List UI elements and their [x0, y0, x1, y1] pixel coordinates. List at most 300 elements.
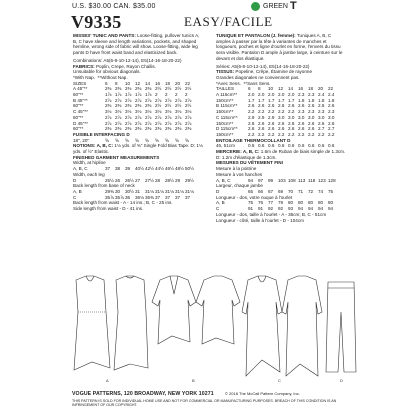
- table-cell: 2⅜: [145, 86, 152, 92]
- table-cell: 94: [328, 206, 334, 212]
- table-cell: 2.2: [278, 131, 285, 137]
- table-cell: 16: [155, 80, 161, 86]
- table-cell: 1.8: [318, 97, 325, 103]
- table-cell: 36⅛: [135, 194, 144, 200]
- table-cell: 113: [298, 177, 306, 183]
- table-cell: 46½: [165, 166, 174, 172]
- table-cell: 2.2: [288, 109, 295, 115]
- table-cell: 44½: [155, 166, 164, 172]
- table-cell: 30: [115, 188, 121, 194]
- table-cell: 1⅞: [115, 92, 122, 98]
- table-cell: 2.2: [308, 131, 315, 137]
- label-c: C: [278, 378, 281, 383]
- table-cell: 128: [328, 177, 336, 183]
- table-cell: 2.6: [318, 103, 325, 109]
- table-cell: 1.7: [248, 97, 255, 103]
- table-cell: 2½: [185, 86, 192, 92]
- row-label: 60"**: [73, 114, 84, 120]
- table-cell: 2⅜: [115, 103, 122, 109]
- table-cell: 2.3: [328, 109, 335, 115]
- intro-text-fr: Tuniques A, B, C amples à passer par la tête à variantes de manches et longueurs, poches et ligne d'ourlet en forme, l'envers du tissu sera visible. Pantalon D ample à jambe large, à ceinture sur le devant et dos élastique.: [216, 33, 343, 61]
- table-cell: 42½: [145, 166, 154, 172]
- table-cell: 108: [288, 177, 296, 183]
- table-cell: 2.7: [318, 126, 325, 132]
- tunic-c-front-drawing: [242, 276, 282, 376]
- table-cell: 2.2: [248, 131, 255, 137]
- table-cell: 2.4: [318, 92, 325, 98]
- table-cell: 2⅜: [135, 126, 142, 132]
- table-cell: 2⅜: [125, 126, 132, 132]
- table-cell: 1⅞: [145, 92, 152, 98]
- table-cell: ⅝: [145, 137, 149, 143]
- table-cell: 29⅜: [105, 188, 114, 194]
- table-cell: 37: [105, 166, 111, 172]
- table-cell: 14: [145, 80, 151, 86]
- metrage-table: [216, 92, 346, 138]
- table-cell: 2.6: [258, 126, 265, 132]
- row-label: C 115cm**: [216, 114, 238, 120]
- largeur-title: Largeur, chaque jambe: [216, 183, 263, 189]
- table-cell: 2.6: [258, 103, 265, 109]
- notions-line: [73, 143, 203, 154]
- table-cell: 93: [288, 206, 294, 212]
- table-cell: 2⅞: [155, 114, 162, 120]
- table-cell: 92: [268, 206, 274, 212]
- entoilage-heading: ENTOILAGE THERMOCOLLANT D: [216, 137, 291, 143]
- table-cell: 31⅛: [185, 188, 194, 194]
- table-cell: 0.6: [328, 143, 335, 149]
- diagonals-note: Grandes diagonales ne conviennent pas.: [216, 74, 300, 80]
- table-cell: 80: [318, 200, 324, 206]
- sizes-label: SIZES: [73, 80, 87, 86]
- publisher-address: VOGUE PATTERNS, 120 BROADWAY, NEW YORK 10271: [72, 391, 214, 397]
- table-cell: 8: [115, 80, 118, 86]
- row-label: 60"**: [73, 126, 84, 132]
- table-cell: 2⅜: [185, 126, 192, 132]
- table-cell: 2.4: [328, 92, 335, 98]
- table-cell: 2.6: [308, 103, 315, 109]
- table-cell: 36: [125, 194, 131, 200]
- table-cell: 1⅞: [135, 92, 142, 98]
- table-cell: 2⅞: [115, 97, 122, 103]
- mercerie-text: 1.6m de Ruban de biais simple de 1.3cm. D: 1.2m d'élastique de 1.3cm.: [216, 149, 346, 160]
- table-cell: 2⅜: [135, 86, 142, 92]
- table-cell: 2⅞: [165, 97, 172, 103]
- table-cell: 8: [258, 86, 261, 92]
- row-label: A 115cm**: [216, 92, 238, 98]
- table-cell: 65: [248, 188, 254, 194]
- table-cell: 2.6: [298, 126, 305, 132]
- table-cell: 118: [308, 177, 316, 183]
- back-length-title: Back length from base of neck: [73, 183, 135, 189]
- table-cell: 2.2: [288, 131, 295, 137]
- table-cell: 3.0: [278, 114, 285, 120]
- table-cell: 35⅞: [105, 194, 114, 200]
- table-cell: 2.6: [288, 103, 295, 109]
- pants-d-drawing: [326, 282, 356, 372]
- table-cell: 38: [115, 166, 121, 172]
- table-cell: 2⅞: [115, 114, 122, 120]
- row-label: D 115cm**: [216, 126, 238, 132]
- table-cell: 0.6: [298, 143, 305, 149]
- hanches-title: Mesure à la poitrine: [216, 166, 257, 172]
- table-cell: 26: [115, 177, 121, 183]
- longueur-title: Longueur - dos, votre nuque à l'ourlet: [216, 194, 293, 200]
- difficulty-label: EASY/FACILE: [184, 14, 273, 29]
- table-cell: 2⅞: [105, 120, 112, 126]
- table-cell: 75: [328, 188, 334, 194]
- table-cell: 94: [308, 206, 314, 212]
- table-cell: 3⅛: [185, 109, 192, 115]
- table-cell: 66: [258, 188, 264, 194]
- table-cell: 2.6: [248, 103, 255, 109]
- row-label: 150cm**: [216, 97, 234, 103]
- table-cell: 94: [298, 206, 304, 212]
- table-cell: 18: [165, 80, 171, 86]
- table-cell: 74: [318, 188, 324, 194]
- row-label: B 45"**: [73, 97, 88, 103]
- table-cell: 1⅞: [105, 92, 112, 98]
- table-cell: 2.2: [318, 131, 325, 137]
- legal-notice: THIS PATTERN IS SOLD FOR INDIVIDUAL HOME USE AND NOT FOR COMMERCIAL OR MANUFACTURING PURPOSES. BREACH OF THIS CONDITION IS AN INFRINGEMENT OF OUR COPYRIGHT.: [72, 399, 337, 408]
- table-cell: 2⅞: [125, 114, 132, 120]
- table-cell: 1.7: [258, 97, 265, 103]
- table-cell: 2⅞: [155, 97, 162, 103]
- table-cell: 2⅜: [155, 126, 162, 132]
- table-cell: ⅝: [175, 137, 179, 143]
- finished-heading: FINISHED GARMENT MEASUREMENTS: [73, 154, 160, 160]
- table-cell: 2.2: [248, 109, 255, 115]
- intro-heading-fr: TUNIQUE ET PANTALON (J. femme):: [216, 33, 296, 38]
- row-label: 18", 20": [73, 137, 90, 143]
- table-cell: 67: [268, 188, 274, 194]
- table-cell: 2.6: [248, 126, 255, 132]
- table-cell: 94: [248, 177, 254, 183]
- row-label: 46, 51cm: [216, 143, 235, 149]
- hipline-title: Width, at hipline: [73, 160, 106, 166]
- table-cell: 18: [308, 86, 314, 92]
- table-cell: 31⅛: [175, 188, 184, 194]
- table-cell: 2⅞: [155, 120, 162, 126]
- table-cell: 40½: [135, 166, 144, 172]
- table-cell: 70: [288, 188, 294, 194]
- table-cell: 2.6: [268, 120, 275, 126]
- table-cell: 80: [308, 200, 314, 206]
- table-cell: 2⅜: [105, 126, 112, 132]
- table-cell: 20: [318, 86, 324, 92]
- table-cell: 2.6: [308, 126, 315, 132]
- table-cell: 2⅞: [175, 120, 182, 126]
- table-cell: 22: [328, 86, 334, 92]
- garment-illustrations: [66, 272, 358, 384]
- table-cell: 2⅜: [105, 103, 112, 109]
- table-cell: 71: [298, 188, 304, 194]
- table-cell: 22: [185, 80, 191, 86]
- table-cell: 31: [135, 188, 141, 194]
- table-cell: ⅝: [135, 137, 139, 143]
- side-note: Side length from waist - D - 41 ins.: [73, 206, 144, 212]
- largeur-row: [216, 189, 346, 195]
- table-cell: 14: [288, 86, 294, 92]
- table-row: [216, 132, 346, 138]
- table-cell: 29½: [185, 177, 194, 183]
- price-line: U.S. $30.00 CAN. $35.00: [72, 3, 156, 10]
- table-cell: 2.3: [298, 109, 305, 115]
- table-cell: 27: [135, 177, 141, 183]
- table-cell: 2⅞: [185, 120, 192, 126]
- table-cell: 2.6: [308, 120, 315, 126]
- taille-note: Longueur - dos, taille à l'ourlet - A - 36cm; B, C - 51cm: [216, 211, 327, 217]
- table-cell: 2½: [175, 86, 182, 92]
- row-label: C: [216, 206, 220, 212]
- table-cell: 2⅞: [135, 97, 142, 103]
- table-cell: 80: [288, 200, 294, 206]
- french-intro: [216, 33, 346, 62]
- table-cell: 16: [298, 86, 304, 92]
- table-cell: 28: [155, 177, 161, 183]
- table-cell: 2.6: [248, 120, 255, 126]
- table-cell: 2.2: [268, 131, 275, 137]
- table-cell: 12: [135, 80, 141, 86]
- table-cell: 30½: [125, 188, 134, 194]
- table-cell: 2.2: [278, 109, 285, 115]
- english-column: [73, 33, 203, 212]
- table-cell: 28½: [165, 177, 174, 183]
- table-cell: 2½: [165, 86, 172, 92]
- table-cell: 2.9: [268, 114, 275, 120]
- table-cell: 2.3: [308, 92, 315, 98]
- table-cell: 2.0: [268, 92, 275, 98]
- label-b: B: [192, 378, 195, 383]
- table-cell: 2½: [175, 103, 182, 109]
- table-cell: 2⅜: [125, 86, 132, 92]
- table-cell: 12: [278, 86, 284, 92]
- table-cell: 48½: [175, 166, 184, 172]
- table-cell: 2.6: [318, 120, 325, 126]
- table-cell: 2⅞: [145, 120, 152, 126]
- table-cell: 37: [185, 194, 191, 200]
- table-cell: 10: [125, 80, 131, 86]
- table-cell: 0.6: [248, 143, 255, 149]
- table-cell: 3.0: [288, 114, 295, 120]
- table-cell: 36⅜: [145, 194, 154, 200]
- table-cell: 31⅛: [165, 188, 174, 194]
- copyright-notice: © 2018 The McCall Pattern Company, Inc.: [225, 391, 300, 396]
- table-cell: 2.0: [248, 92, 255, 98]
- table-cell: 2: [155, 92, 158, 98]
- color-label: GREEN: [263, 3, 288, 10]
- table-cell: 2.2: [298, 131, 305, 137]
- table-cell: 2⅞: [135, 114, 142, 120]
- table-cell: 2.6: [288, 126, 295, 132]
- table-cell: 3⅛: [155, 109, 162, 115]
- row-label: A, B: [216, 200, 225, 206]
- table-cell: 3⅛: [175, 109, 182, 115]
- table-cell: 2⅞: [175, 114, 182, 120]
- table-cell: 76: [258, 200, 264, 206]
- table-cell: 2.0: [288, 92, 295, 98]
- row-label: C 45"**: [73, 109, 88, 115]
- table-cell: 26½: [125, 177, 134, 183]
- table-cell: 50½: [185, 166, 194, 172]
- table-cell: 3⅛: [105, 109, 112, 115]
- interfacing-heading: FUSIBLE INTERFACING D: [73, 131, 130, 137]
- mercerie-heading: MERCERIE: A, B, C:: [216, 149, 260, 155]
- table-cell: 0.6: [278, 143, 285, 149]
- leg-title: Width, each leg: [73, 171, 105, 177]
- hanches-sub: Mesure à vos hanches: [216, 171, 263, 177]
- table-cell: 0.6: [288, 143, 295, 149]
- table-cell: 0.6: [308, 143, 315, 149]
- table-cell: 6: [248, 86, 251, 92]
- table-cell: 69: [278, 188, 284, 194]
- fabrics-heading: FABRICS:: [73, 63, 95, 69]
- table-cell: 72: [308, 188, 314, 194]
- row-label: 150cm**: [216, 131, 234, 137]
- table-cell: 3.0: [298, 114, 305, 120]
- table-cell: 2⅜: [115, 126, 122, 132]
- row-label: B 115cm**: [216, 103, 238, 109]
- table-cell: 2⅞: [175, 97, 182, 103]
- table-cell: 2⅞: [105, 114, 112, 120]
- row-label: A, B, C: [216, 177, 231, 183]
- table-cell: 2⅞: [115, 120, 122, 126]
- table-cell: 2.6: [298, 120, 305, 126]
- table-cell: 94: [318, 206, 324, 212]
- row-label: A, B, C: [73, 166, 88, 172]
- table-cell: 2⅜: [105, 86, 112, 92]
- table-cell: 3⅛: [135, 109, 142, 115]
- combinations: Combinations: A5(6-8-10-12-14), E5(14-16-18-20-22): [73, 57, 182, 63]
- french-column: [216, 33, 346, 223]
- table-cell: 2.3: [318, 109, 325, 115]
- row-label: 60"**: [73, 92, 84, 98]
- table-cell: 123: [318, 177, 326, 183]
- table-cell: 2⅞: [165, 120, 172, 126]
- mercerie-line: [216, 149, 346, 160]
- table-cell: 2½: [185, 103, 192, 109]
- tissus-text: Popeline, Crêpe, Étamine de rayonne: [234, 69, 313, 75]
- longueur-row-c: [216, 206, 346, 212]
- table-cell: 3.0: [308, 114, 315, 120]
- table-cell: 0.6: [268, 143, 275, 149]
- table-cell: 3⅛: [145, 109, 152, 115]
- row-label: 150cm**: [216, 120, 234, 126]
- table-cell: 99: [268, 177, 274, 183]
- english-intro: [73, 33, 203, 56]
- table-cell: 1.7: [268, 97, 275, 103]
- table-cell: 2: [185, 92, 188, 98]
- table-cell: 80: [328, 200, 334, 206]
- table-cell: 80: [298, 200, 304, 206]
- table-cell: 79: [278, 200, 284, 206]
- row-label: A 45"**: [73, 86, 88, 92]
- row-label: 60"**: [73, 103, 84, 109]
- table-cell: ⅝: [115, 137, 119, 143]
- size-letter: T: [290, 0, 297, 12]
- table-cell: 103: [278, 177, 286, 183]
- table-cell: 2½: [155, 103, 162, 109]
- unsuitable-note: Unsuitable for obvious diagonals.: [73, 69, 141, 75]
- table-cell: 2.6: [278, 120, 285, 126]
- mesures-heading: MESURES DU VÊTEMENT FINI: [216, 160, 283, 166]
- cote-note: Longueur - côté, taille à l'ourlet - D - 104cm: [216, 217, 304, 223]
- label-d: D: [340, 378, 343, 383]
- table-cell: 2.0: [278, 92, 285, 98]
- table-cell: 2.3: [308, 109, 315, 115]
- table-cell: 2.6: [268, 103, 275, 109]
- table-cell: 2.9: [258, 114, 265, 120]
- table-cell: ⅝: [165, 137, 169, 143]
- table-cell: 1.7: [278, 97, 285, 103]
- table-cell: 97: [258, 177, 264, 183]
- label-a: A: [106, 378, 109, 383]
- table-cell: 2.2: [328, 131, 335, 137]
- table-cell: 2⅞: [145, 97, 152, 103]
- table-cell: 1.7: [288, 97, 295, 103]
- table-cell: 2⅞: [185, 97, 192, 103]
- pattern-number: V9335: [71, 12, 122, 32]
- table-cell: 2⅞: [135, 120, 142, 126]
- table-cell: 2.6: [268, 126, 275, 132]
- table-cell: 35⅞: [115, 194, 124, 200]
- table-cell: 0.6: [318, 143, 325, 149]
- table-cell: 37: [165, 194, 171, 200]
- table-cell: 3.0: [328, 114, 335, 120]
- fabrics-text: Poplin, Crepe, Rayon Challis.: [94, 63, 156, 69]
- table-cell: 2.9: [248, 114, 255, 120]
- table-cell: 92: [278, 206, 284, 212]
- table-cell: 39: [125, 166, 131, 172]
- table-cell: 2.6: [328, 120, 335, 126]
- row-label: C: [73, 194, 77, 200]
- table-cell: 10: [268, 86, 274, 92]
- table-cell: 20: [175, 80, 181, 86]
- table-cell: ⅝: [155, 137, 159, 143]
- table-cell: 1.8: [328, 97, 335, 103]
- table-cell: 2.2: [258, 131, 265, 137]
- table-cell: 31⅛: [155, 188, 164, 194]
- waist-note: Back length from waist - A - 14 ins.; B, C - 25 ins.: [73, 200, 173, 206]
- table-cell: 2⅜: [115, 86, 122, 92]
- row-label: 150cm**: [216, 109, 234, 115]
- table-cell: 0.6: [258, 143, 265, 149]
- table-cell: 2.0: [258, 92, 265, 98]
- tailles-label: TAILLES: [216, 86, 235, 92]
- yardage-table: [73, 86, 203, 132]
- table-cell: 91: [258, 206, 264, 212]
- intro-text: Loose-fitting, pullover tunics A, B, C have sleeve and length variations, pockets, and shaped hemline, wrong side of fabric will show. Loose-fitting, wide leg pants D have front waist band and elasticized back.: [73, 33, 200, 56]
- table-cell: 2⅞: [125, 97, 132, 103]
- table-cell: 2.7: [328, 126, 335, 132]
- table-cell: ⅝: [105, 137, 109, 143]
- table-cell: 77: [268, 200, 274, 206]
- table-cell: 2⅞: [145, 114, 152, 120]
- notions-text: 1⅛ yds. of ⅜" Single Fold Bias Tape. D: 1⅛ yds. of ½" Elastic.: [73, 143, 203, 155]
- table-cell: 2.6: [288, 120, 295, 126]
- table-cell: 2⅞: [165, 114, 172, 120]
- table-cell: 6: [105, 80, 108, 86]
- table-cell: 2⅞: [125, 120, 132, 126]
- table-cell: 3⅛: [165, 109, 172, 115]
- table-cell: 2: [165, 92, 168, 98]
- tissus-heading: TISSUS:: [216, 69, 235, 75]
- table-cell: 37: [155, 194, 161, 200]
- table-cell: 2.2: [258, 109, 265, 115]
- row-label: D: [73, 177, 77, 183]
- table-cell: 2.6: [278, 126, 285, 132]
- table-cell: 2: [175, 92, 178, 98]
